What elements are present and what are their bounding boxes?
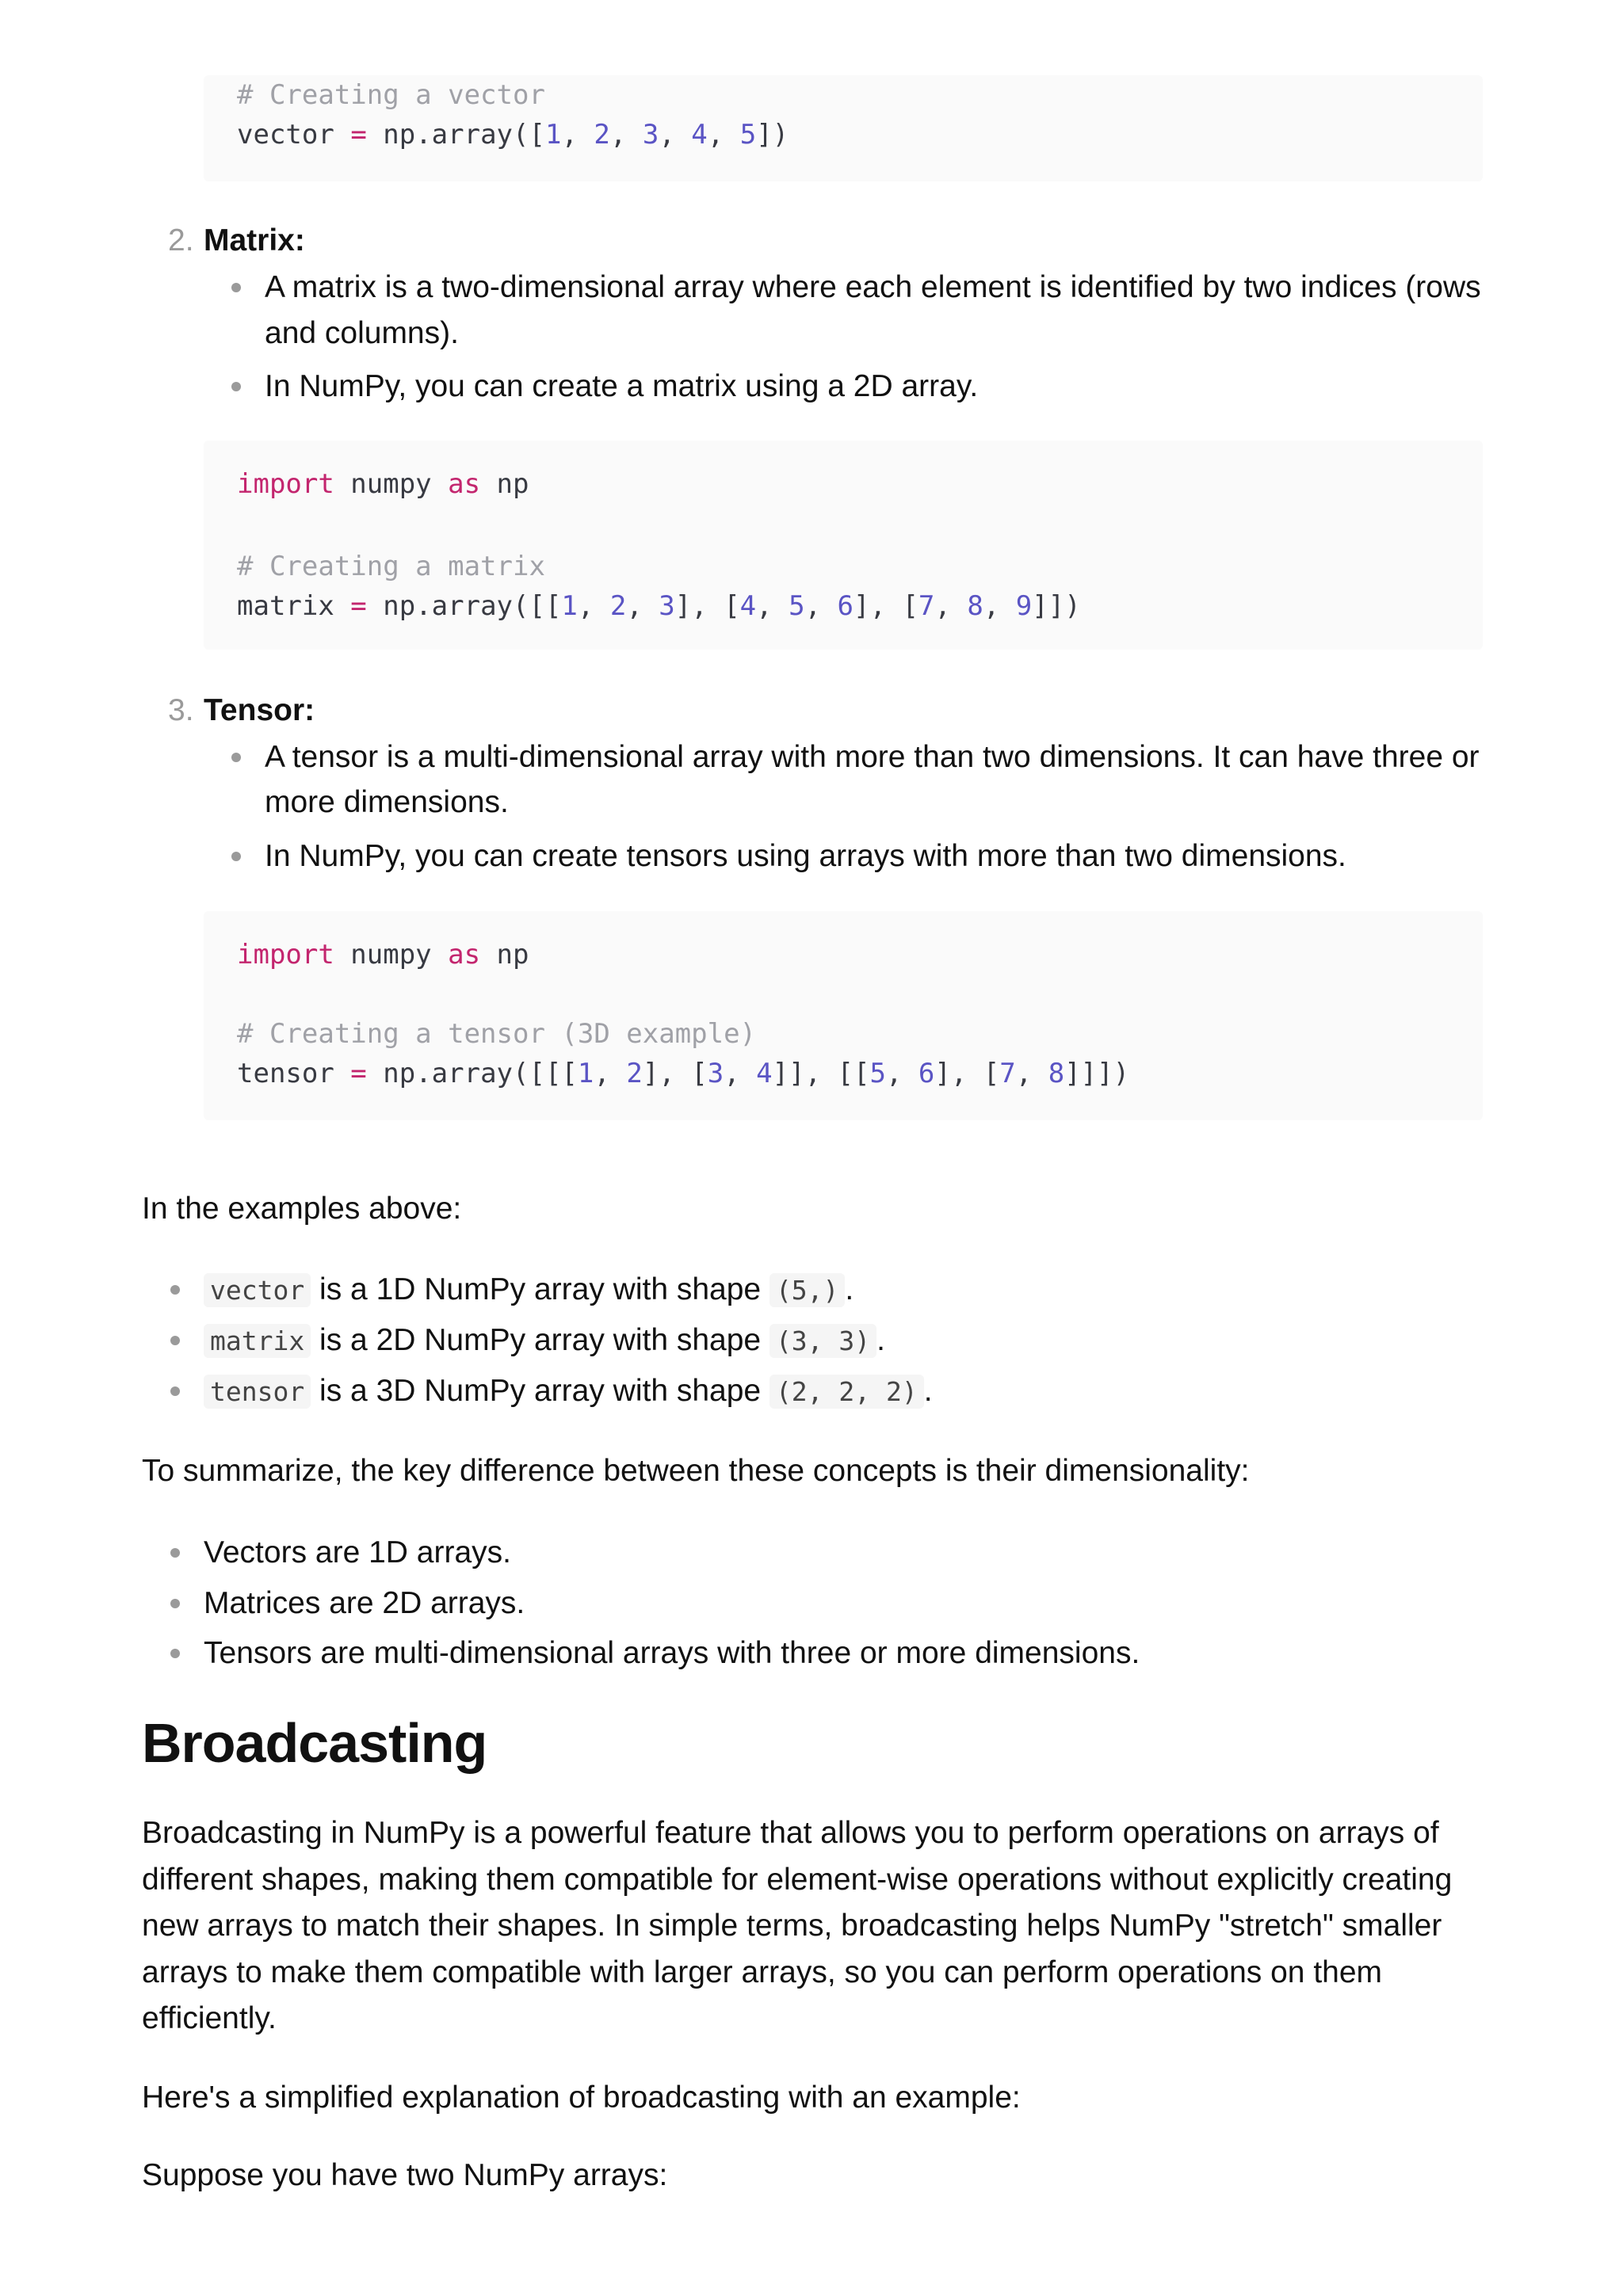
list-bullet-text: A matrix is a two-dimensional array where each element is identified by two indices (rows xyxy=(265,270,1481,304)
code-text: , xyxy=(626,590,659,622)
bullet-dot xyxy=(170,1285,180,1295)
bullet-dot xyxy=(170,1649,180,1658)
inline-code: (3, 3) xyxy=(769,1324,876,1358)
paragraph-line: new arrays to match their shapes. In simple terms, broadcasting helps NumPy "stretch" smaller xyxy=(142,1909,1442,1943)
list-bullet-text: and columns). xyxy=(265,316,459,350)
code-number: 3 xyxy=(659,590,675,622)
bullet-dot xyxy=(170,1548,180,1558)
code-line-matrix xyxy=(237,586,1081,626)
code-text: ]]) xyxy=(1032,590,1081,622)
summary-list-item: Tensors are multi-dimensional arrays with three or more dimensions. xyxy=(204,1636,1140,1670)
shape-list-item xyxy=(204,1267,854,1314)
shape-list-item xyxy=(204,1318,885,1364)
code-text: ], [ xyxy=(674,590,740,622)
paragraph-line: Broadcasting in NumPy is a powerful feature that allows you to perform operations on arrays of xyxy=(142,1816,1439,1850)
code-import-line xyxy=(237,935,529,974)
code-identifier: vector xyxy=(237,119,334,151)
list-bullet-text: A tensor is a multi-dimensional array with more than two dimensions. It can have three or xyxy=(265,740,1480,774)
code-text: , xyxy=(885,1058,918,1089)
code-number: 3 xyxy=(642,119,659,151)
list-item-title: Tensor: xyxy=(204,693,315,727)
code-line-vector: vector = np.array([1, 2, 3, 4, 5]) xyxy=(237,119,789,151)
code-block-tensor xyxy=(204,911,1483,1120)
code-number: 2 xyxy=(594,119,610,151)
bullet-dot xyxy=(170,1599,180,1608)
code-keyword: as xyxy=(448,468,481,500)
list-item-title: Matrix: xyxy=(204,223,305,257)
code-module: numpy xyxy=(334,939,449,971)
code-number: 9 xyxy=(1015,590,1033,622)
code-text: ]]]) xyxy=(1064,1058,1130,1089)
paragraph-suppose: Suppose you have two NumPy arrays: xyxy=(142,2158,668,2192)
code-text: matrix xyxy=(237,590,351,622)
code-text: np.array([[ xyxy=(366,590,562,622)
code-call-end: ]) xyxy=(756,119,789,151)
list-marker: 3. xyxy=(168,693,194,727)
shape-list-item xyxy=(204,1368,933,1415)
inline-code: matrix xyxy=(204,1324,311,1358)
shape-text: is a 1D NumPy array with shape xyxy=(311,1272,769,1306)
code-number: 7 xyxy=(999,1058,1016,1089)
shape-text: is a 3D NumPy array with shape xyxy=(311,1374,769,1408)
code-text: ], [ xyxy=(642,1058,708,1089)
code-number: 8 xyxy=(967,590,983,622)
code-operator: = xyxy=(350,1058,367,1089)
paragraph-line: efficiently. xyxy=(142,2001,277,2035)
paragraph-line: different shapes, making them compatible for element-wise operations without explicitly creating xyxy=(142,1863,1453,1897)
code-number: 6 xyxy=(918,1058,935,1089)
bullet-dot xyxy=(231,283,241,292)
code-number: 5 xyxy=(789,590,805,622)
code-module: numpy xyxy=(334,468,449,500)
code-block-vector xyxy=(204,75,1483,181)
code-number: 2 xyxy=(626,1058,643,1089)
code-alias: np xyxy=(480,939,529,971)
code-comment: # Creating a matrix xyxy=(237,551,545,582)
code-number: 6 xyxy=(837,590,854,622)
code-text: , xyxy=(1015,1058,1048,1089)
paragraph-examples-intro: In the examples above: xyxy=(142,1192,462,1226)
bullet-dot xyxy=(231,753,241,762)
code-keyword: as xyxy=(448,939,481,971)
section-heading-broadcasting: Broadcasting xyxy=(142,1712,487,1774)
code-text: , xyxy=(724,1058,757,1089)
code-number: 7 xyxy=(918,590,935,622)
list-bullet-text: In NumPy, you can create tensors using arrays with more than two dimensions. xyxy=(265,839,1346,873)
code-number: 4 xyxy=(756,1058,773,1089)
code-keyword: import xyxy=(237,468,334,500)
code-text: , xyxy=(934,590,968,622)
code-number: 2 xyxy=(609,590,627,622)
code-text: , xyxy=(983,590,1016,622)
sentence-end: . xyxy=(923,1374,933,1408)
list-marker: 2. xyxy=(168,223,194,257)
inline-code: (5,) xyxy=(769,1273,845,1307)
bullet-dot xyxy=(170,1336,180,1345)
code-operator: = xyxy=(350,590,367,622)
code-block-matrix xyxy=(204,441,1483,650)
bullet-dot xyxy=(170,1386,180,1396)
bullet-dot xyxy=(231,382,241,391)
paragraph-explanation: Here's a simplified explanation of broadcasting with an example: xyxy=(142,2081,1021,2115)
code-number: 1 xyxy=(544,119,562,151)
code-number: 3 xyxy=(707,1058,724,1089)
code-text: np.array([[[ xyxy=(366,1058,578,1089)
code-text: , xyxy=(804,590,838,622)
code-number: 4 xyxy=(739,590,757,622)
bullet-dot xyxy=(231,852,241,861)
code-number: 4 xyxy=(691,119,708,151)
code-import-line xyxy=(237,464,529,504)
summary-list-item: Matrices are 2D arrays. xyxy=(204,1586,525,1620)
code-text: tensor xyxy=(237,1058,351,1089)
code-text: ]], [[ xyxy=(772,1058,870,1089)
code-text: ], [ xyxy=(934,1058,1000,1089)
sentence-end: . xyxy=(845,1272,854,1306)
code-keyword: import xyxy=(237,939,334,971)
code-comment: # Creating a vector xyxy=(237,79,545,111)
code-text: , xyxy=(756,590,789,622)
code-number: 5 xyxy=(739,119,757,151)
list-bullet-text: In NumPy, you can create a matrix using a 2D array. xyxy=(265,369,979,403)
summary-list-item: Vectors are 1D arrays. xyxy=(204,1535,511,1569)
code-text: , xyxy=(577,590,610,622)
code-line-tensor xyxy=(237,1054,1129,1093)
inline-code: vector xyxy=(204,1273,311,1307)
code-number: 1 xyxy=(561,590,578,622)
code-alias: np xyxy=(480,468,529,500)
code-number: 5 xyxy=(869,1058,886,1089)
inline-code: tensor xyxy=(204,1375,311,1409)
inline-code: (2, 2, 2) xyxy=(769,1375,924,1409)
code-text: , xyxy=(594,1058,627,1089)
paragraph-summary-intro: To summarize, the key difference between these concepts is their dimensionality: xyxy=(142,1454,1250,1488)
list-bullet-text: more dimensions. xyxy=(265,785,509,819)
code-number: 1 xyxy=(577,1058,594,1089)
shape-text: is a 2D NumPy array with shape xyxy=(311,1323,769,1357)
sentence-end: . xyxy=(876,1323,885,1357)
code-number: 8 xyxy=(1048,1058,1065,1089)
code-comment: # Creating a tensor (3D example) xyxy=(237,1018,757,1050)
code-text: ], [ xyxy=(854,590,918,622)
code-call: np.array([ xyxy=(366,119,545,151)
paragraph-line: arrays to make them compatible with larger arrays, so you can perform operations on them xyxy=(142,1955,1383,1989)
